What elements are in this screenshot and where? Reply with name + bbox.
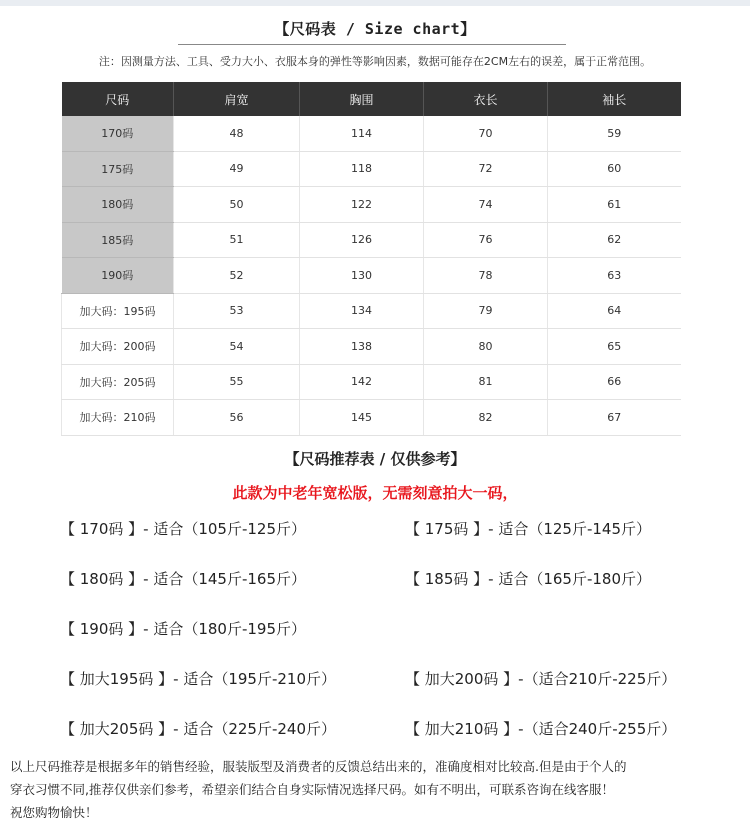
- table-row: [62, 329, 681, 365]
- row-size-label: 加大码：205码: [62, 364, 174, 400]
- cell-length: 81: [424, 364, 548, 400]
- cell-sleeve: 63: [548, 258, 681, 294]
- footer-line: 穿衣习惯不同,推荐仅供亲们参考，希望亲们结合自身实际情况选择尺码。如有不明出，可联系咨询在线客服！: [10, 782, 614, 797]
- footer-line: 祝您购物愉快！: [10, 805, 98, 820]
- cell-length: 70: [424, 116, 548, 151]
- title-underline: [178, 44, 566, 45]
- cell-chest: 145: [300, 400, 424, 436]
- cell-sleeve: 66: [548, 364, 681, 400]
- cell-shoulder: 55: [174, 364, 300, 400]
- header-sleeve: 袖长: [548, 82, 681, 116]
- table-row: [62, 400, 681, 436]
- cell-chest: 130: [300, 258, 424, 294]
- cell-shoulder: 54: [174, 329, 300, 365]
- cell-shoulder: 56: [174, 400, 300, 436]
- recommend-item: 【 170码 】- 适合（105斤-125斤）: [60, 520, 307, 538]
- table-row: [62, 151, 681, 187]
- cell-sleeve: 65: [548, 329, 681, 365]
- cell-length: 78: [424, 258, 548, 294]
- row-size-label: 加大码：200码: [62, 329, 174, 365]
- cell-sleeve: 59: [548, 116, 681, 151]
- cell-sleeve: 60: [548, 151, 681, 187]
- cell-length: 82: [424, 400, 548, 436]
- cell-length: 80: [424, 329, 548, 365]
- cell-shoulder: 48: [174, 116, 300, 151]
- size-chart-table: [61, 82, 681, 436]
- cell-sleeve: 61: [548, 187, 681, 223]
- row-size-label: 190码: [62, 258, 174, 294]
- cell-length: 76: [424, 222, 548, 258]
- table-header-row: [62, 82, 681, 116]
- cell-shoulder: 53: [174, 293, 300, 329]
- cell-chest: 138: [300, 329, 424, 365]
- cell-chest: 126: [300, 222, 424, 258]
- cell-length: 72: [424, 151, 548, 187]
- row-size-label: 180码: [62, 187, 174, 223]
- header-length: 衣长: [424, 82, 548, 116]
- recommend-subtitle: 此款为中老年宽松版，无需刻意拍大一码，: [232, 484, 518, 502]
- recommend-item: 【 190码 】- 适合（180斤-195斤）: [60, 620, 307, 638]
- header-chest: 胸围: [300, 82, 424, 116]
- recommend-item: 【 加大205码 】- 适合（225斤-240斤）: [60, 720, 337, 738]
- footer-line: 以上尺码推荐是根据多年的销售经验，服装版型及消费者的反馈总结出来的，准确度相对比较高.但是由于个人的: [10, 759, 627, 774]
- recommend-item: 【 加大210码 】-（适合240斤-255斤）: [405, 720, 677, 738]
- cell-shoulder: 50: [174, 187, 300, 223]
- table-row: [62, 293, 681, 329]
- cell-chest: 114: [300, 116, 424, 151]
- recommend-item: 【 加大200码 】-（适合210斤-225斤）: [405, 670, 677, 688]
- cell-length: 79: [424, 293, 548, 329]
- header-size: 尺码: [62, 82, 174, 116]
- recommend-title: 【尺码推荐表 / 仅供参考】: [284, 450, 466, 468]
- cell-shoulder: 52: [174, 258, 300, 294]
- row-size-label: 加大码：210码: [62, 400, 174, 436]
- cell-chest: 142: [300, 364, 424, 400]
- measurement-note: 注：因测量方法、工具、受力大小、衣服本身的弹性等影响因素，数据可能存在2CM左右的误差，属于正常范围。: [98, 55, 652, 68]
- cell-length: 74: [424, 187, 548, 223]
- cell-sleeve: 62: [548, 222, 681, 258]
- table-row: [62, 222, 681, 258]
- recommend-item: 【 185码 】- 适合（165斤-180斤）: [405, 570, 652, 588]
- cell-sleeve: 64: [548, 293, 681, 329]
- table-row: [62, 116, 681, 151]
- table-row: [62, 364, 681, 400]
- recommend-item: 【 175码 】- 适合（125斤-145斤）: [405, 520, 652, 538]
- page-title: 【尺码表 / Size chart】: [274, 20, 476, 38]
- row-size-label: 加大码：195码: [62, 293, 174, 329]
- cell-chest: 134: [300, 293, 424, 329]
- row-size-label: 170码: [62, 116, 174, 151]
- footer-notice: [10, 755, 740, 824]
- row-size-label: 185码: [62, 222, 174, 258]
- table-row: [62, 187, 681, 223]
- cell-chest: 122: [300, 187, 424, 223]
- row-size-label: 175码: [62, 151, 174, 187]
- recommend-item: 【 180码 】- 适合（145斤-165斤）: [60, 570, 307, 588]
- cell-shoulder: 49: [174, 151, 300, 187]
- recommend-item: 【 加大195码 】- 适合（195斤-210斤）: [60, 670, 337, 688]
- header-shoulder: 肩宽: [174, 82, 300, 116]
- top-divider-bar: [0, 0, 750, 6]
- cell-shoulder: 51: [174, 222, 300, 258]
- cell-sleeve: 67: [548, 400, 681, 436]
- table-row: [62, 258, 681, 294]
- cell-chest: 118: [300, 151, 424, 187]
